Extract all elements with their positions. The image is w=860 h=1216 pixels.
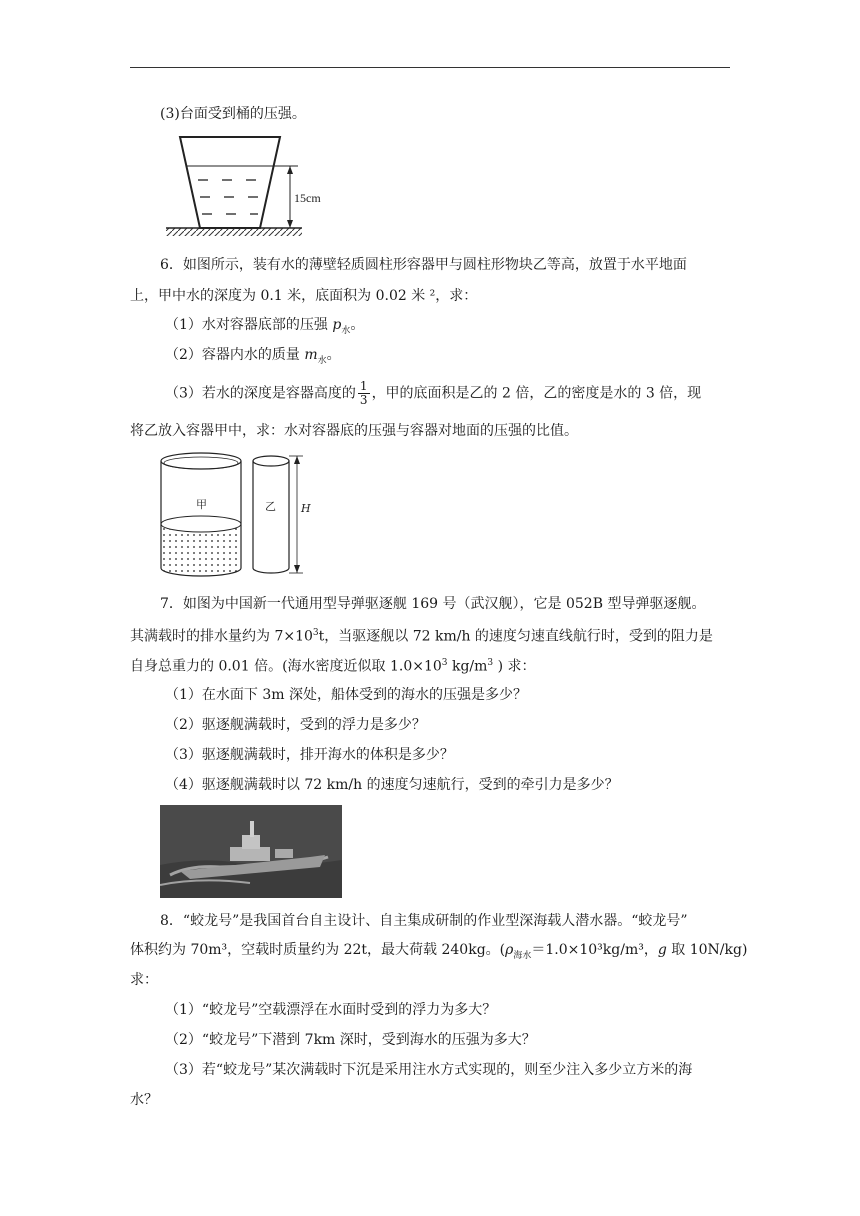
q8-line2: 体积约为 70m³，空载时质量约为 22t，最大荷载 240kg。($\rho_{海水}=1.0\times 10^3kg/m^3$，g 取 10N/kg) [130,942,748,961]
q8-line3: 求： [130,972,158,988]
cylinder-a-label: 甲 [196,498,207,511]
q6-part3: （3）若水的深度是容器高度的 $\frac{1}{3}$ ，甲的底面积是乙的 2 倍，乙的密度是水的 3 倍，现 [165,379,702,407]
q5-part3: (3)台面受到桶的压强。 [160,106,306,122]
q8-line1: 8．“蛟龙号”是我国首台自主设计、自主集成研制的作业型深海载人潜水器。“蛟龙号” [160,913,688,929]
q7-part4: （4）驱逐舰满载时以 72 km/h 的速度匀速航行，受到的牵引力是多少？ [165,777,619,793]
q8-part2: （2）“蛟龙号”下潜到 7km 深时，受到海水的压强为多大？ [165,1032,536,1048]
height-label: H [301,502,311,515]
fraction-one-third: $\frac{1}{3}$ [359,379,368,407]
q8-part1: （1）“蛟龙号”空载漂浮在水面时受到的浮力为多大？ [165,1002,497,1018]
cylinder-b-label: 乙 [265,500,276,513]
bucket-height-label: 15cm [294,191,321,205]
q7-line1: 7．如图为中国新一代通用型导弹驱逐舰 169 号（武汉舰），它是 052B 型导弹驱逐舰。 [160,596,706,612]
q7-line2: 其满载时的排水量约为 $7\times 10^3t$，当驱逐舰以 72 km/h 的速度匀速直线航行时，受到的阻力是 [130,628,713,645]
q7-part3: （3）驱逐舰满载时，排开海水的体积是多少？ [165,747,454,763]
header-rule [130,67,730,68]
q7-part1: （1）在水面下 3m 深处，船体受到的海水的压强是多少？ [165,687,527,703]
bucket-figure [160,135,340,243]
q6-part1: （1）水对容器底部的压强 $p_水$。 [165,317,365,336]
q7-line3: 自身总重力的 0.01 倍。(海水密度近似取 $1.0\times 10^3$ $kg/m^3$ ) 求： [130,658,536,675]
q6-part2: （2）容器内水的质量 $m_水$。 [165,347,341,366]
q8-part3-line2: 水？ [130,1092,158,1108]
q7-part2: （2）驱逐舰满载时，受到的浮力是多少？ [165,717,426,733]
cylinders-figure [155,448,315,580]
q6-line2: 上，甲中水的深度为 0.1 米，底面积为 0.02 米 ²，求： [130,288,478,304]
q8-part3: （3）若“蛟龙号”某次满载时下沉是采用注水方式实现的，则至少注入多少立方米的海 [165,1062,693,1078]
q6-part3-line2: 将乙放入容器甲中，求：水对容器底的压强与容器对地面的压强的比值。 [130,423,578,439]
q6-line1: 6．如图所示，装有水的薄壁轻质圆柱形容器甲与圆柱形物块乙等高，放置于水平地面 [160,257,687,273]
destroyer-photo [160,805,342,898]
